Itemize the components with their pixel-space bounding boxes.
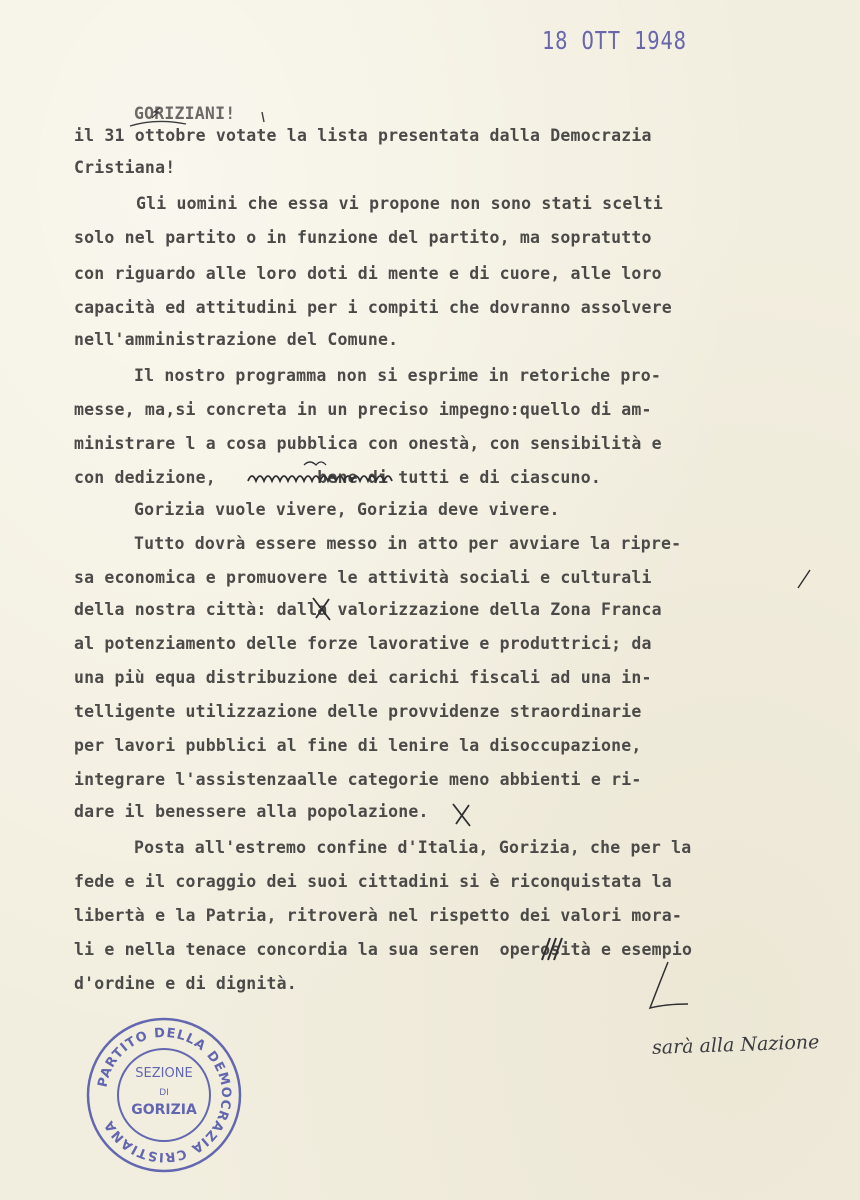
party-stamp [84, 1015, 244, 1175]
text-line: integrare l'assistenzaalle categorie meno abbienti e ri- [74, 770, 642, 789]
text-line: li e nella tenace concordia la sua seren operosità e esempio [74, 940, 693, 959]
insertion-mark [794, 566, 814, 592]
text-line: dare il benessere alla popolazione. [74, 802, 429, 821]
text-line: nell'amministrazione del Comune. [74, 330, 399, 349]
text-line: sa economica e promuovere le attività sociali e culturali [74, 568, 652, 587]
text-line: una più equa distribuzione dei carichi fiscali ad una in- [74, 668, 652, 687]
slash-correction [534, 934, 568, 964]
text-line: telligente utilizzazione delle provvidenze straordinarie [74, 702, 642, 721]
signature-mark [636, 958, 696, 1018]
crossed-out-word [244, 455, 406, 491]
heading: GORIZIANI! [134, 104, 236, 123]
handwritten-note: sarà alla Nazione [651, 1031, 820, 1059]
text-line: il 31 ottobre votate la lista presentata dalla Democrazia [74, 126, 652, 145]
text-line: Il nostro programma non si esprime in retoriche pro- [134, 366, 661, 385]
x-mark [310, 596, 334, 622]
text-line: capacità ed attitudini per i compiti che dovranno assolvere [74, 298, 672, 317]
text-line: Gli uomini che essa vi propone non sono stati scelti [136, 194, 663, 213]
text-line: della nostra città: dalla valorizzazione della Zona Franca [74, 600, 662, 619]
text-line: con riguardo alle loro doti di mente e di cuore, alle loro [74, 264, 662, 283]
text-line: Gorizia vuole vivere, Gorizia deve vivere. [134, 500, 560, 519]
stamp-di-label: DI [159, 1088, 169, 1098]
text-line: libertà e la Patria, ritroverà nel rispetto dei valori mora- [74, 906, 683, 925]
stamp-ring-text: PARTITO DELLA DEMOCRAZIA CRISTIANA [95, 1025, 234, 1165]
text-line: ministrare l a cosa pubblica con onestà, con sensibilità e [74, 434, 662, 453]
text-line: Cristiana! [74, 158, 176, 177]
date-stamp: 18 OTT 1948 [542, 26, 687, 55]
text-line: al potenziamento delle forze lavorative e produttrici; da [74, 634, 652, 653]
text-line: fede e il coraggio dei suoi cittadini si è riconquistata la [74, 872, 672, 891]
text-line: con dedizione, bene di tutti e di ciascuno. [74, 468, 601, 487]
text-line: solo nel partito o in funzione del partito, ma sopratutto [74, 228, 652, 247]
text-line: Tutto dovrà essere messo in atto per avviare la ripre- [134, 534, 682, 553]
x-mark [450, 802, 474, 828]
stamp-section-label: SEZIONE [135, 1066, 193, 1081]
text-line: messe, ma,si concreta in un preciso impegno:quello di am- [74, 400, 652, 419]
stamp-city-label: GORIZIA [131, 1102, 197, 1118]
text-line: Posta all'estremo confine d'Italia, Gorizia, che per la [134, 838, 692, 857]
text-line: d'ordine e di dignità. [74, 974, 297, 993]
text-line: per lavori pubblici al fine di lenire la disoccupazione, [74, 736, 642, 755]
